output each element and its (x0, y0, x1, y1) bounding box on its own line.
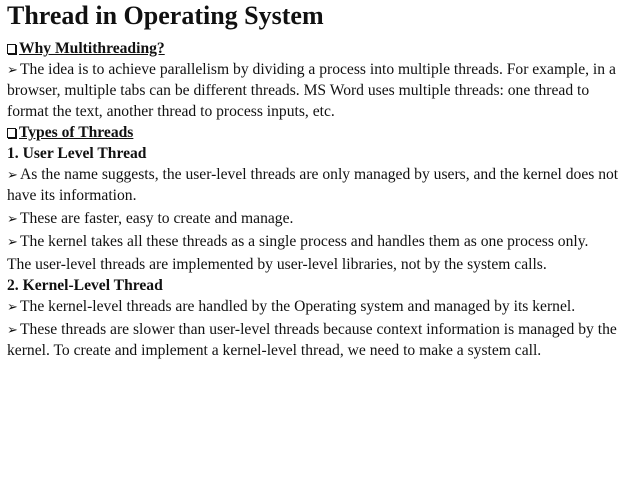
user-point (7, 208, 632, 229)
slide-title: Thread in Operating System (7, 1, 324, 30)
kernel-point-text: The kernel-level threads are handled by the Operating system and managed by its kernel. (20, 298, 576, 315)
kernel-point (7, 319, 632, 361)
kernel-point-text: These threads are slower than user-level threads because context information is managed by the kernel. To create and implement a kernel-level thread, we need to make a system call. (7, 321, 617, 359)
types-heading-text: Types of Threads (19, 124, 134, 141)
kernel-point (7, 296, 632, 317)
why-heading-text: Why Multithreading? (19, 40, 165, 57)
arrow-bullet-icon: ➢ (7, 211, 18, 226)
checkbox-bullet-icon (7, 44, 16, 54)
types-heading (7, 122, 632, 143)
user-point (7, 164, 632, 206)
arrow-bullet-icon: ➢ (7, 62, 18, 77)
user-point-text: These are faster, easy to create and manage. (20, 210, 294, 227)
arrow-bullet-icon: ➢ (7, 234, 18, 249)
arrow-bullet-icon: ➢ (7, 167, 18, 182)
why-paragraph (7, 59, 632, 122)
arrow-bullet-icon: ➢ (7, 299, 18, 314)
user-point (7, 231, 632, 252)
why-heading (7, 38, 632, 59)
user-note: The user-level threads are implemented by user-level libraries, not by the system calls. (7, 256, 547, 273)
arrow-bullet-icon: ➢ (7, 322, 18, 337)
kernel-level-heading: 2. Kernel-Level Thread (7, 277, 163, 294)
why-text: The idea is to achieve parallelism by dividing a process into multiple threads. For example, in a browser, multiple tabs can be different threads. MS Word uses multiple threads: one thread to format the text, another thread to process inputs, etc. (7, 61, 616, 120)
user-point-text: As the name suggests, the user-level threads are only managed by users, and the kernel does not have its information. (7, 166, 619, 204)
user-level-heading: 1. User Level Thread (7, 145, 147, 162)
checkbox-bullet-icon (7, 128, 16, 138)
user-point-text: The kernel takes all these threads as a single process and handles them as one process only. (20, 233, 589, 250)
